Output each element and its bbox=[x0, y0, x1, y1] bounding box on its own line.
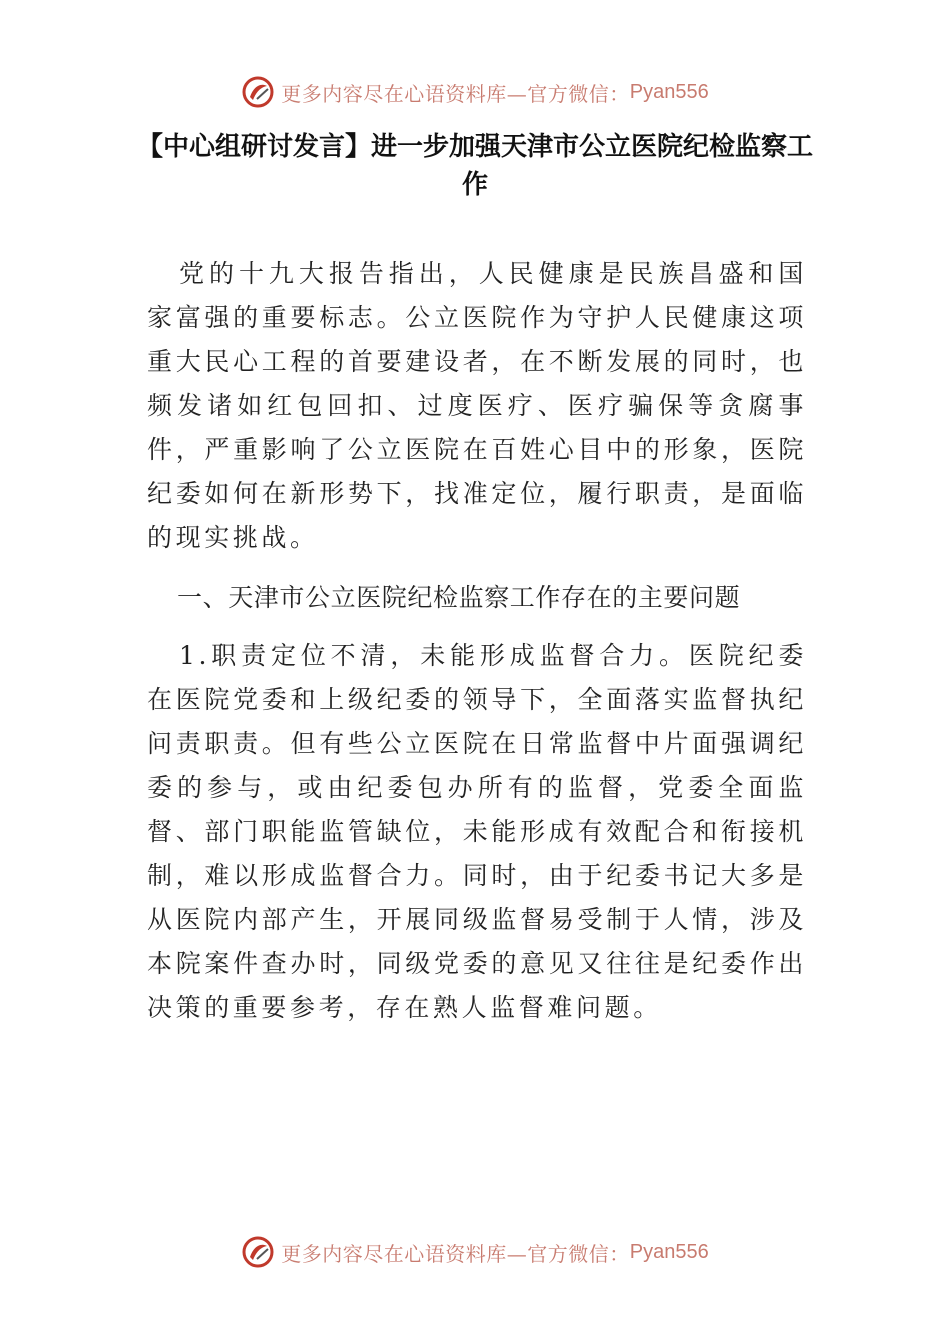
document-body bbox=[147, 252, 807, 1030]
logo-icon bbox=[241, 75, 275, 109]
header-watermark bbox=[0, 72, 950, 112]
watermark-handle: Pyan556 bbox=[629, 1240, 709, 1263]
paragraph-point-1: 1.职责定位不清，未能形成监督合力。医院纪委在医院党委和上级纪委的领导下，全面落实监督执纪问责职责。但有些公立医院在日常监督中片面强调纪委的参与，或由纪委包办所有的监督，党委全面监督、部门职能监管缺位，未能形成有效配合和衔接机制，难以形成监督合力。同时，由于纪委书记大多是从医院内部产生，开展同级监督易受制于人情，涉及本院案件查办时，同级党委的意见又往往是纪委作出决策的重要参考，存在熟人监督难问题。 bbox=[147, 641, 807, 1022]
watermark-text: 更多内容尽在心语资料库—官方微信： bbox=[281, 1241, 630, 1266]
logo-icon bbox=[241, 1235, 275, 1269]
paragraph-intro: 党的十九大报告指出，人民健康是民族昌盛和国家富强的重要标志。公立医院作为守护人民健康这项重大民心工程的首要建设者，在不断发展的同时，也频发诸如红包回扣、过度医疗、医疗骗保等贪腐事件，严重影响了公立医院在百姓心目中的形象，医院纪委如何在新形势下，找准定位，履行职责，是面临的现实挑战。 bbox=[147, 259, 807, 552]
watermark-handle: Pyan556 bbox=[629, 80, 709, 103]
section-heading: 一、天津市公立医院纪检监察工作存在的主要问题 bbox=[177, 583, 741, 612]
document-title: 【中心组研讨发言】进一步加强天津市公立医院纪检监察工作 bbox=[136, 132, 813, 200]
watermark-text: 更多内容尽在心语资料库—官方微信： bbox=[281, 81, 630, 106]
footer-watermark bbox=[0, 1232, 950, 1272]
